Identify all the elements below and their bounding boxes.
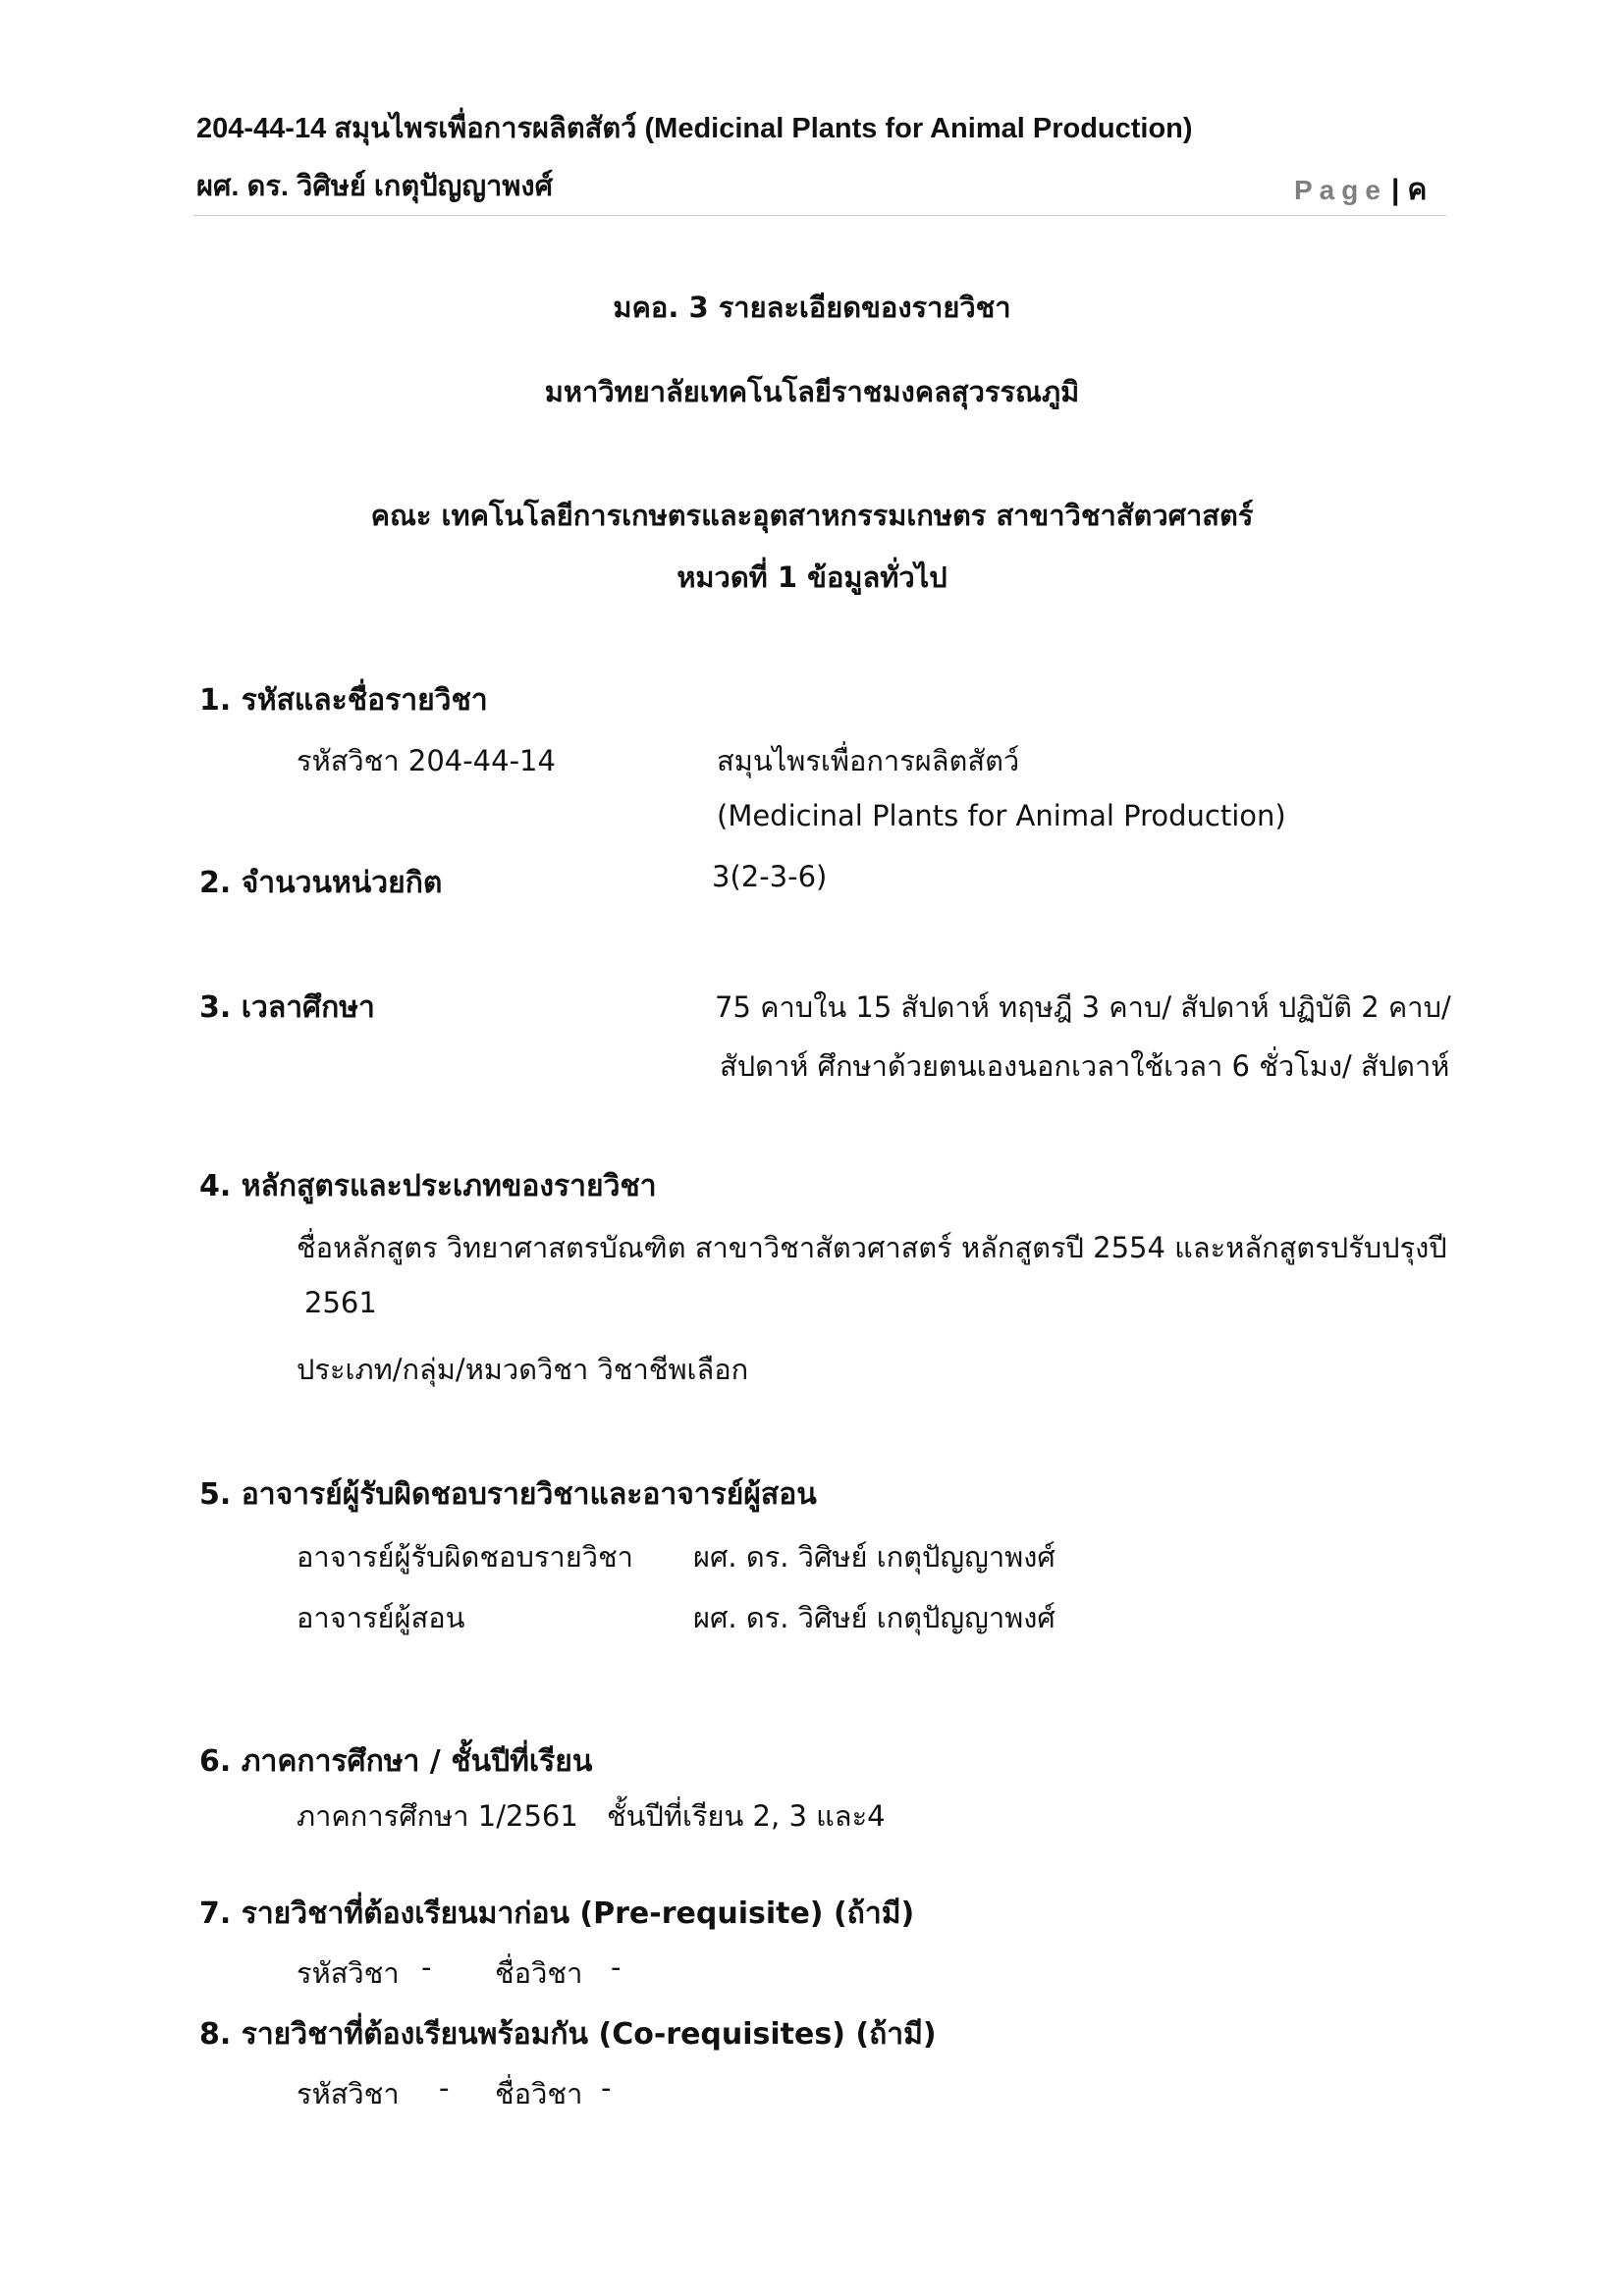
page-indicator [1294, 167, 1427, 213]
prereq-code-label: รหัสวิชา [297, 1956, 400, 1990]
section-6-heading: 6. ภาคการศึกษา / ชั้นปีที่เรียน [199, 1744, 593, 1779]
teaching-instructor-label: อาจารย์ผู้สอน [297, 1601, 465, 1634]
study-time-line-1: 75 คาบใน 15 สัปดาห์ ทฤษฎี 3 คาบ/ สัปดาห์ ปฏิบัติ 2 คาบ/ [715, 990, 1451, 1024]
course-name-en: (Medicinal Plants for Animal Production) [717, 799, 1286, 832]
curriculum-line-2: 2561 [304, 1286, 377, 1319]
study-year-value: ชั้นปีที่เรียน 2, 3 และ4 [607, 1799, 886, 1833]
prereq-code-value: - [421, 1950, 432, 1984]
section-3-heading: 3. เวลาศึกษา [199, 990, 375, 1025]
header-rule [193, 215, 1446, 216]
doc-title: มคอ. 3 รายละเอียดของรายวิชา [613, 291, 1011, 324]
course-type: ประเภท/กลุ่ม/หมวดวิชา วิชาชีพเลือก [297, 1353, 749, 1386]
responsible-instructor-value: ผศ. ดร. วิศิษย์ เกตุปัญญาพงศ์ [693, 1540, 1056, 1574]
section-1-heading: 1. รหัสและชื่อรายวิชา [199, 683, 488, 718]
section-4-heading: 4. หลักสูตรและประเภทของรายวิชา [199, 1169, 657, 1203]
semester-value: ภาคการศึกษา 1/2561 [297, 1799, 578, 1833]
course-code: รหัสวิชา 204-44-14 [297, 744, 556, 777]
university-title: มหาวิทยาลัยเทคโนโลยีราชมงคลสุวรรณภูมิ [544, 375, 1080, 408]
coreq-code-label: รหัสวิชา [297, 2077, 400, 2110]
coreq-name-label: ชื่อวิชา [495, 2077, 583, 2110]
coreq-code-value: - [439, 2071, 450, 2105]
section-2-heading: 2. จำนวนหน่วยกิต [199, 866, 443, 900]
section-8-heading: 8. รายวิชาที่ต้องเรียนพร้อมกัน (Co-requisites) (ถ้ามี) [199, 2017, 937, 2052]
teaching-instructor-value: ผศ. ดร. วิศิษย์ เกตุปัญญาพงศ์ [693, 1601, 1056, 1634]
page-separator: | [1390, 174, 1400, 206]
faculty-title: คณะ เทคโนโลยีการเกษตรและอุตสาหกรรมเกษตร สาขาวิชาสัตวศาสตร์ [370, 499, 1254, 532]
page-word: Page [1294, 175, 1387, 205]
credit-value: 3(2-3-6) [712, 860, 828, 893]
responsible-instructor-label: อาจารย์ผู้รับผิดชอบรายวิชา [297, 1540, 633, 1574]
category-title: หมวดที่ 1 ข้อมูลทั่วไป [677, 561, 947, 594]
course-header: 204-44-14 สมุนไพรเพื่อการผลิตสัตว์ (Medicinal Plants for Animal Production) [196, 113, 1193, 144]
course-name-th: สมุนไพรเพื่อการผลิตสัตว์ [717, 744, 1020, 777]
curriculum-line-1: ชื่อหลักสูตร วิทยาศาสตรบัณฑิต สาขาวิชาสัตวศาสตร์ หลักสูตรปี 2554 และหลักสูตรปรับปรุงปี [297, 1231, 1447, 1264]
section-7-heading: 7. รายวิชาที่ต้องเรียนมาก่อน (Pre-requisite) (ถ้ามี) [199, 1896, 915, 1931]
prereq-name-label: ชื่อวิชา [495, 1956, 583, 1990]
coreq-name-value: - [601, 2071, 612, 2105]
page-number: ค [1407, 174, 1428, 206]
study-time-line-2: สัปดาห์ ศึกษาด้วยตนเองนอกเวลาใช้เวลา 6 ชั่วโมง/ สัปดาห์ [720, 1049, 1450, 1083]
prereq-name-value: - [611, 1950, 622, 1984]
instructor-header: ผศ. ดร. วิศิษย์ เกตุปัญญาพงศ์ [196, 171, 553, 202]
section-5-heading: 5. อาจารย์ผู้รับผิดชอบรายวิชาและอาจารย์ผู้สอน [199, 1477, 817, 1512]
